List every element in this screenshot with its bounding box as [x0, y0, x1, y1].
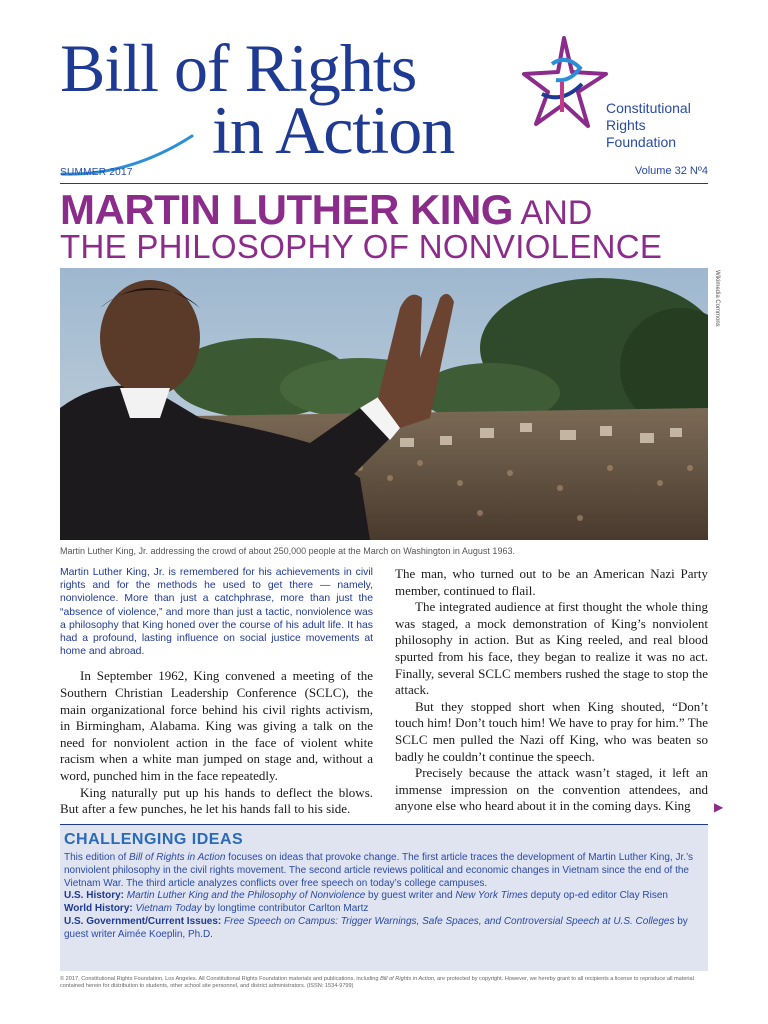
ideas-world-history: [64, 903, 700, 916]
issue-season: SUMMER 2017: [60, 167, 133, 178]
ideas-gov-title: Free Speech on Campus: Trigger Warnings, Safe Spaces, and Controversial Speech at U.S. Colleges: [224, 915, 675, 927]
footer-title: Bill of Rights in Action: [380, 976, 434, 982]
headline-main: MARTIN LUTHER KING: [60, 186, 513, 233]
masthead-title-line2: in Action: [212, 92, 455, 168]
article-paragraph: The man, who turned out to be an American Nazi Party member, continued to flail.: [395, 566, 708, 598]
photo-caption: Martin Luther King, Jr. addressing the crowd of about 250,000 people at the March on Washington in August 1963.: [60, 546, 515, 556]
article-paragraph: The integrated audience at first thought the whole thing was staged, a mock demonstration of King’s nonviolent philosophy in action. But as King reeled, and real blood spurted from his face, they began to realize it was no act. Finally, several SCLC members rushed the stage to stop the attack.: [395, 599, 708, 698]
ideas-us-history: [64, 890, 700, 903]
article-lede: Martin Luther King, Jr. is remembered for his achievements in civil rights and for the methods he used to get there — namely, nonviolence. More than just a catchphrase, more than just the “absence of violence,” and more than just a tactic, nonviolence was a philosophy that King honed over the course of his adult life. It has had a profound, lasting influence on social justice movements at home and abroad.: [60, 567, 373, 658]
org-name-line1: Constitutional: [606, 100, 691, 116]
ideas-intro-title: Bill of Rights in Action: [129, 852, 226, 863]
article-column-left: [60, 566, 373, 818]
ideas-us-by: by guest writer and: [365, 890, 456, 902]
hero-photo: [60, 268, 708, 540]
article-paragraph: But they stopped short when King shouted, “Don’t touch him! Don’t touch him! We have to pray for him.” The SCLC men pulled the Nazi off King, who was beaten so badly he couldn’t continue the speech.: [395, 698, 708, 764]
headline-and: AND: [512, 194, 593, 232]
footer-text2: , are protected by copyright. However, we hereby grant to all recipients a license to reproduce all material contained herein for distribution to students, other school site personnel, and district administrators. (ISSN: 1534-9799): [60, 976, 694, 989]
ideas-intro: [64, 852, 700, 890]
ideas-us-title: Martin Luther King and the Philosophy of Nonviolence: [126, 890, 366, 902]
ideas-us-label: U.S. History:: [64, 890, 127, 902]
issue-bar: [60, 163, 708, 184]
ideas-world-title: Vietnam Today: [135, 903, 202, 915]
ideas-us-paper: New York Times: [455, 890, 528, 902]
footer-text: © 2017, Constitutional Rights Foundation, Los Angeles. All Constitutional Rights Foundation materials and publications, including: [60, 976, 381, 982]
ideas-gov-label: U.S. Government/Current Issues:: [64, 915, 225, 927]
masthead-title-line1: Bill of Rights: [60, 30, 417, 106]
mlk-photo-illustration: [60, 268, 708, 540]
ideas-intro-text2: focuses on ideas that provoke change. The first article traces the development of Martin Luther King, Jr.’s nonviolent philosophy in the civil rights movement. The second article reviews political and economic changes in Vietnam since the end of the Vietnam War. The third article analyzes conflicts over free speech on today’s college campuses.: [64, 852, 694, 889]
ideas-gov-rest: by guest writer Aimée Koeplin, Ph.D.: [64, 915, 688, 940]
masthead: [60, 28, 530, 168]
challenging-ideas-title: CHALLENGING IDEAS: [64, 831, 244, 848]
ideas-world-rest: by longtime contributor Carlton Martz: [201, 903, 369, 915]
org-name-line3: Foundation: [606, 134, 677, 150]
article-paragraph: Precisely because the attack wasn’t staged, it left an immense impression on the convention attendees, and anyone else who heard about it in the coming days. King: [395, 765, 708, 814]
challenging-ideas-box: [60, 824, 708, 971]
ideas-intro-text: This edition of: [64, 852, 130, 863]
article-column-right: [395, 566, 708, 815]
ideas-us-rest: deputy op-ed editor Clay Risen: [527, 890, 668, 902]
photo-credit: Wikimedia Commons: [714, 270, 720, 327]
headline: [60, 186, 720, 232]
continue-arrow-icon: ▶: [714, 800, 724, 814]
article-paragraph: In September 1962, King convened a meeting of the Southern Christian Leadership Conference (SCLC), the main organizational force behind his civil rights activism, in Birmingham, Alabama. King was giving a talk on the need for nonviolent action in the face of violent white racism when a white man jumped on stage and, without a word, punched him in the face repeatedly.: [60, 668, 373, 783]
org-name: [606, 100, 691, 151]
star-logo-icon: [522, 34, 612, 134]
challenging-ideas-body: [64, 852, 700, 942]
ideas-us-government: [64, 916, 700, 942]
issue-volume: Volume 32 Nº4: [634, 165, 708, 177]
headline-sub: THE PHILOSOPHY OF NONVIOLENCE: [60, 228, 663, 265]
copyright-footer: [60, 976, 708, 990]
ideas-world-label: World History:: [64, 903, 136, 915]
crf-logo: [522, 34, 712, 164]
org-name-line2: Rights: [606, 117, 646, 133]
article-paragraph: King naturally put up his hands to deflect the blows. But after a few punches, he let his hands fall to his side.: [60, 784, 373, 817]
